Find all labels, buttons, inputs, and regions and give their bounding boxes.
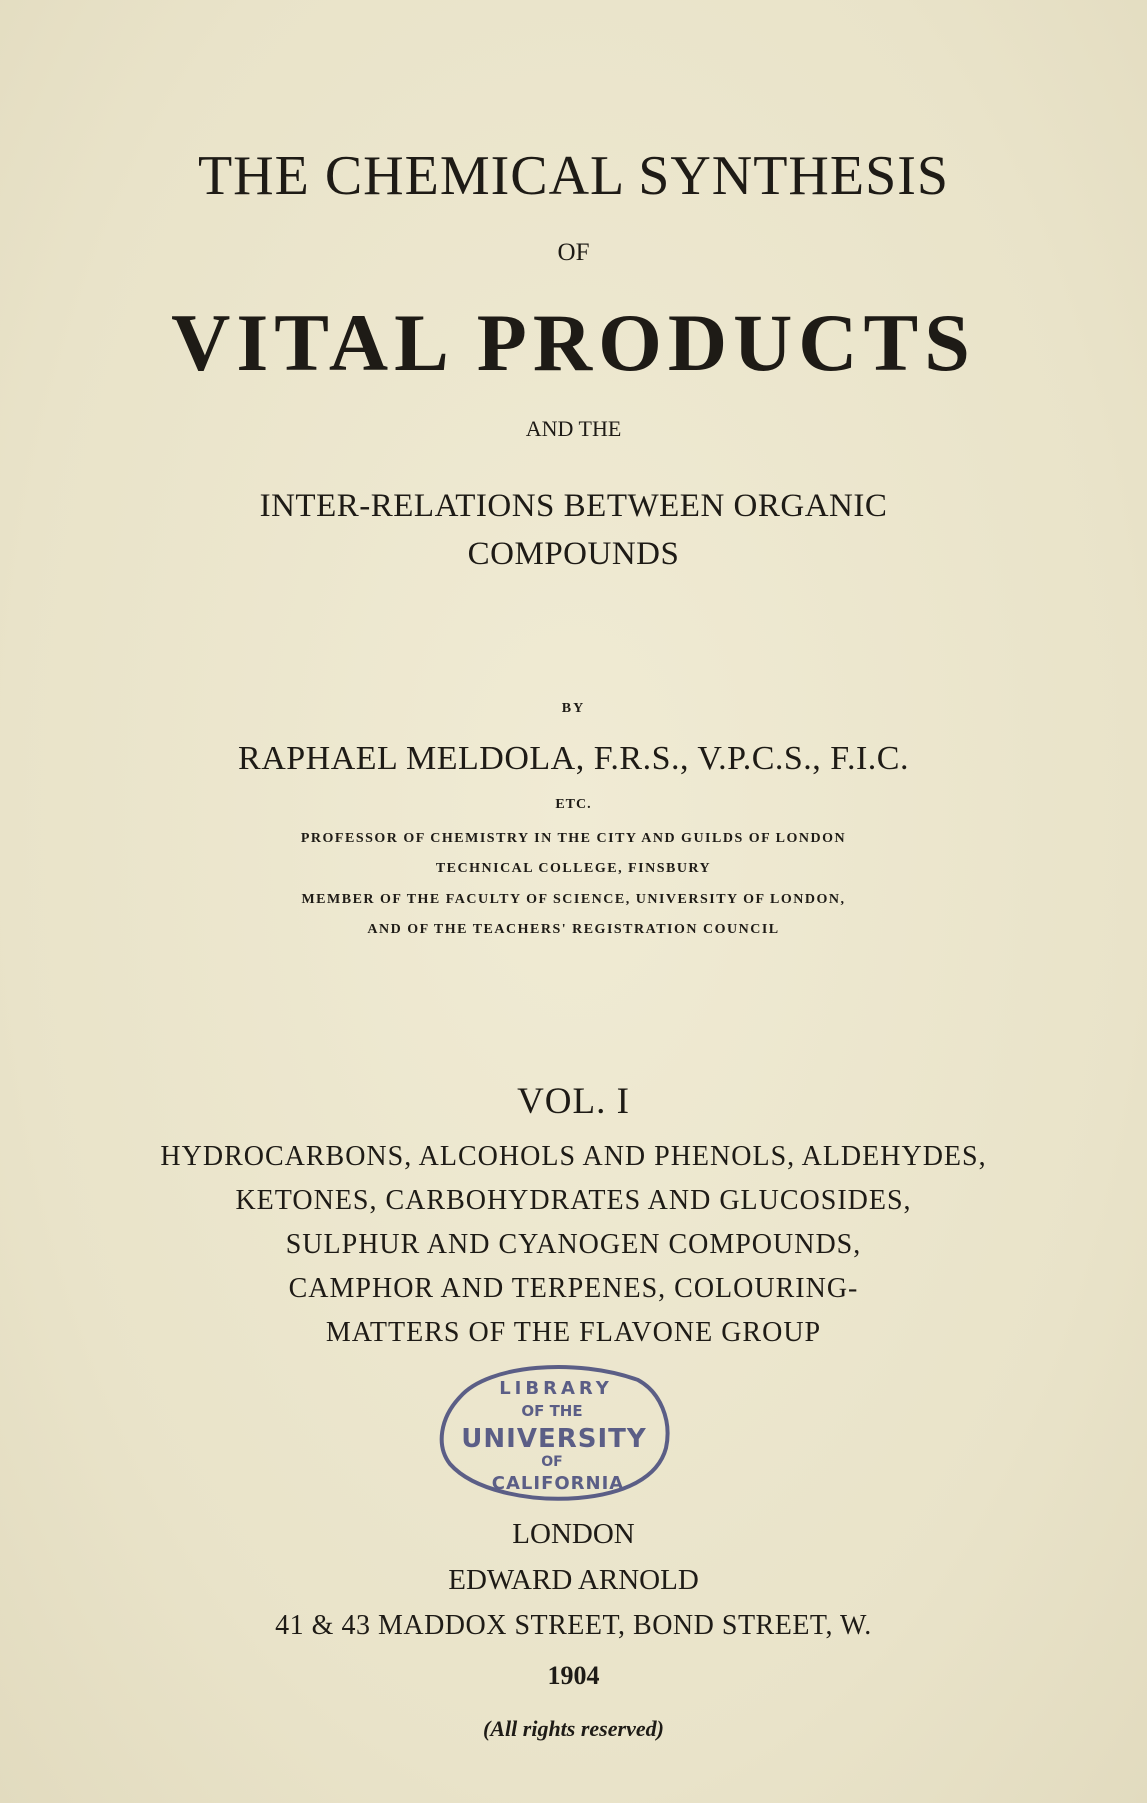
volume-label: VOL. I — [517, 1081, 630, 1122]
title-line-1: THE CHEMICAL SYNTHESIS — [197, 145, 950, 207]
library-stamp — [428, 1352, 678, 1502]
credential-line: AND OF THE TEACHERS' REGISTRATION COUNCIL — [367, 922, 780, 937]
main-title: VITAL PRODUCTS — [171, 297, 976, 388]
imprint-year: 1904 — [547, 1661, 600, 1690]
title-line-2: OF — [557, 239, 590, 266]
imprint-publisher: EDWARD ARNOLD — [448, 1564, 699, 1596]
stamp-line-4: OF — [541, 1454, 563, 1470]
author-etc: ETC. — [555, 797, 592, 812]
rights-notice: (All rights reserved) — [483, 1716, 664, 1741]
stamp-line-5: CALIFORNIA — [491, 1473, 625, 1494]
author-name: RAPHAEL MELDOLA, F.R.S., V.P.C.S., F.I.C. — [238, 740, 909, 777]
stamp-line-1: LIBRARY — [499, 1378, 613, 1399]
credential-line: TECHNICAL COLLEGE, FINSBURY — [435, 861, 712, 876]
volume-subject-line: KETONES, CARBOHYDRATES AND GLUCOSIDES, — [235, 1185, 912, 1216]
volume-subject-line: HYDROCARBONS, ALCOHOLS AND PHENOLS, ALDEHYDES, — [160, 1141, 987, 1172]
stamp-line-2: OF THE — [521, 1402, 583, 1420]
imprint-address: 41 & 43 MADDOX STREET, BOND STREET, W. — [275, 1610, 872, 1641]
by-label: BY — [561, 701, 586, 716]
credential-line: PROFESSOR OF CHEMISTRY IN THE CITY AND GUILDS OF LONDON — [300, 831, 847, 846]
credential-line: MEMBER OF THE FACULTY OF SCIENCE, UNIVERSITY OF LONDON, — [301, 892, 846, 907]
volume-subject-line: MATTERS OF THE FLAVONE GROUP — [325, 1317, 822, 1348]
stamp-line-3: UNIVERSITY — [461, 1424, 647, 1454]
title-line-4: AND THE — [525, 416, 622, 441]
subtitle-line-1: INTER-RELATIONS BETWEEN ORGANIC — [259, 488, 888, 524]
subtitle-line-2: COMPOUNDS — [467, 536, 680, 572]
volume-subject-line: SULPHUR AND CYANOGEN COMPOUNDS, — [285, 1229, 862, 1260]
imprint-city: LONDON — [512, 1518, 635, 1550]
volume-subject-line: CAMPHOR AND TERPENES, COLOURING- — [288, 1273, 859, 1304]
